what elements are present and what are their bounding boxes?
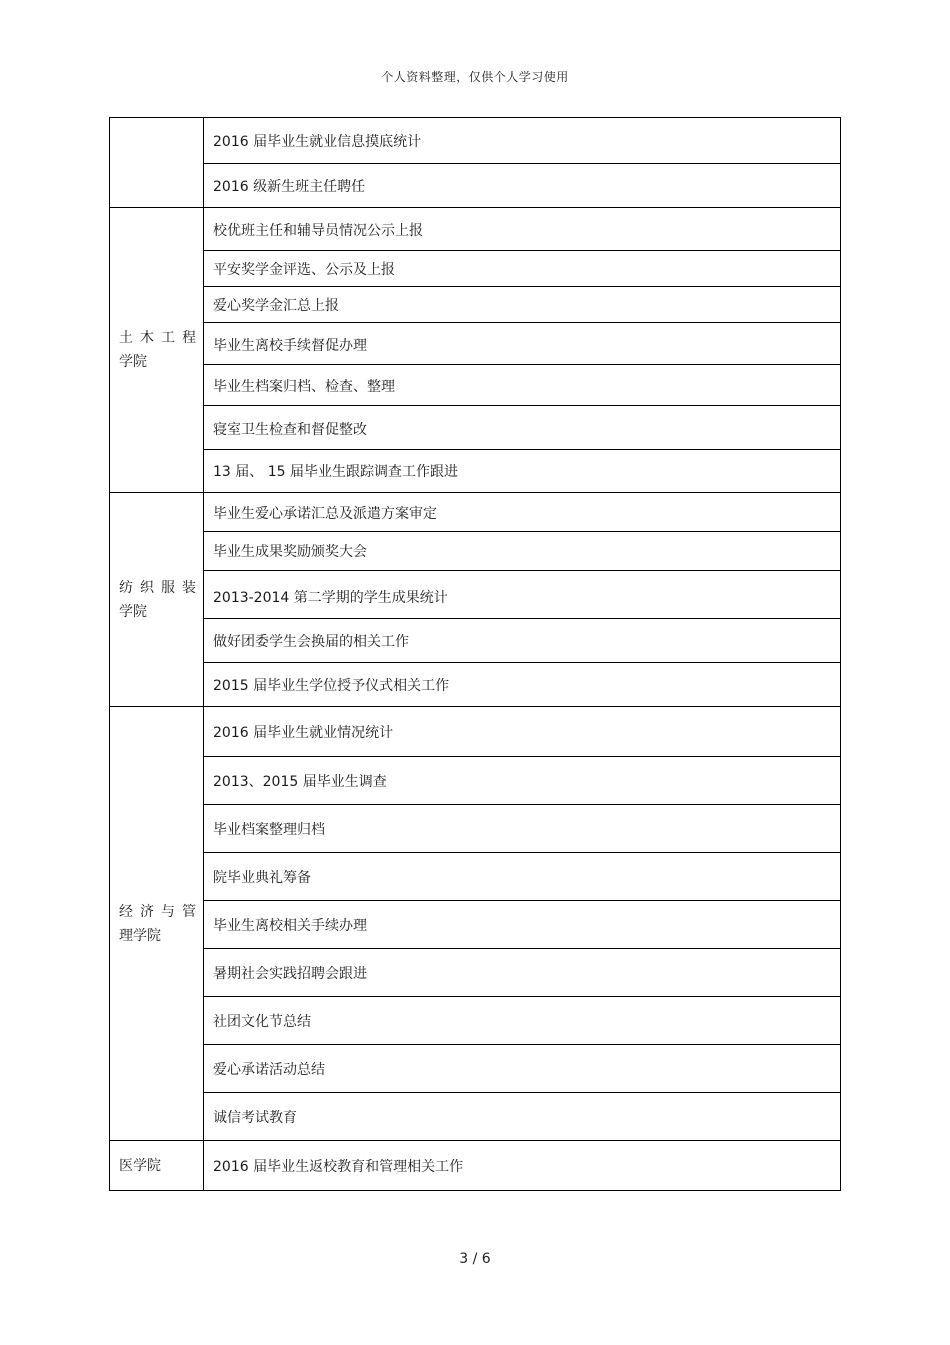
table-row [110,571,841,619]
task-cell: 2016 届毕业生就业情况统计 [204,707,841,757]
table-row [110,805,841,853]
department-cell [110,1141,204,1191]
table-row [110,1141,841,1191]
department-cell [110,118,204,208]
department-name-line1: 经济与管 [119,903,203,920]
table-row [110,1045,841,1093]
task-cell: 毕业档案整理归档 [204,805,841,853]
table-row [110,901,841,949]
department-cell [110,208,204,493]
table-row [110,757,841,805]
table-row [110,707,841,757]
department-name-line1: 土木工程 [119,330,203,346]
table-row [110,323,841,365]
task-cell: 爱心承诺活动总结 [204,1045,841,1093]
task-cell: 诚信考试教育 [204,1093,841,1141]
department-name-line1: 医学院 [119,1157,161,1174]
department-name-line2: 学院 [119,603,147,620]
task-cell: 13 届、 15 届毕业生跟踪调查工作跟进 [204,450,841,493]
department-name-line2: 理学院 [119,927,161,944]
task-cell: 院毕业典礼筹备 [204,853,841,901]
task-cell: 毕业生档案归档、检查、整理 [204,365,841,406]
task-cell: 2016 届毕业生返校教育和管理相关工作 [204,1141,841,1191]
table-row [110,532,841,571]
task-cell: 毕业生成果奖励颁奖大会 [204,532,841,571]
table-row [110,619,841,663]
table-row [110,1093,841,1141]
table-row [110,997,841,1045]
task-cell: 平安奖学金评选、公示及上报 [204,251,841,287]
task-cell: 2016 届毕业生就业信息摸底统计 [204,118,841,164]
task-cell: 社团文化节总结 [204,997,841,1045]
table-row [110,663,841,707]
task-cell: 暑期社会实践招聘会跟进 [204,949,841,997]
task-cell: 爱心奖学金汇总上报 [204,287,841,323]
table-row [110,493,841,532]
table-row [110,853,841,901]
table-row [110,406,841,450]
task-cell: 校优班主任和辅导员情况公示上报 [204,208,841,251]
task-cell: 做好团委学生会换届的相关工作 [204,619,841,663]
table-row [110,450,841,493]
page-header: 个人资料整理，仅供个人学习使用 [381,70,569,84]
table-row [110,118,841,164]
table-row [110,949,841,997]
task-cell: 2013-2014 第二学期的学生成果统计 [204,571,841,619]
task-cell: 2013、2015 届毕业生调查 [204,757,841,805]
page-number: 3 / 6 [459,1251,491,1267]
department-cell [110,493,204,707]
table-row [110,365,841,406]
table-row [110,164,841,208]
work-schedule-table [109,117,841,1191]
department-cell [110,707,204,1141]
table-row [110,287,841,323]
task-cell: 2016 级新生班主任聘任 [204,164,841,208]
task-cell: 毕业生离校手续督促办理 [204,323,841,365]
department-name-line1: 纺织服装 [119,579,203,596]
task-cell: 寝室卫生检查和督促整改 [204,406,841,450]
table-row [110,251,841,287]
table-row [110,208,841,251]
task-cell: 毕业生离校相关手续办理 [204,901,841,949]
department-name-line2: 学院 [119,354,147,370]
task-cell: 2015 届毕业生学位授予仪式相关工作 [204,663,841,707]
task-cell: 毕业生爱心承诺汇总及派遣方案审定 [204,493,841,532]
